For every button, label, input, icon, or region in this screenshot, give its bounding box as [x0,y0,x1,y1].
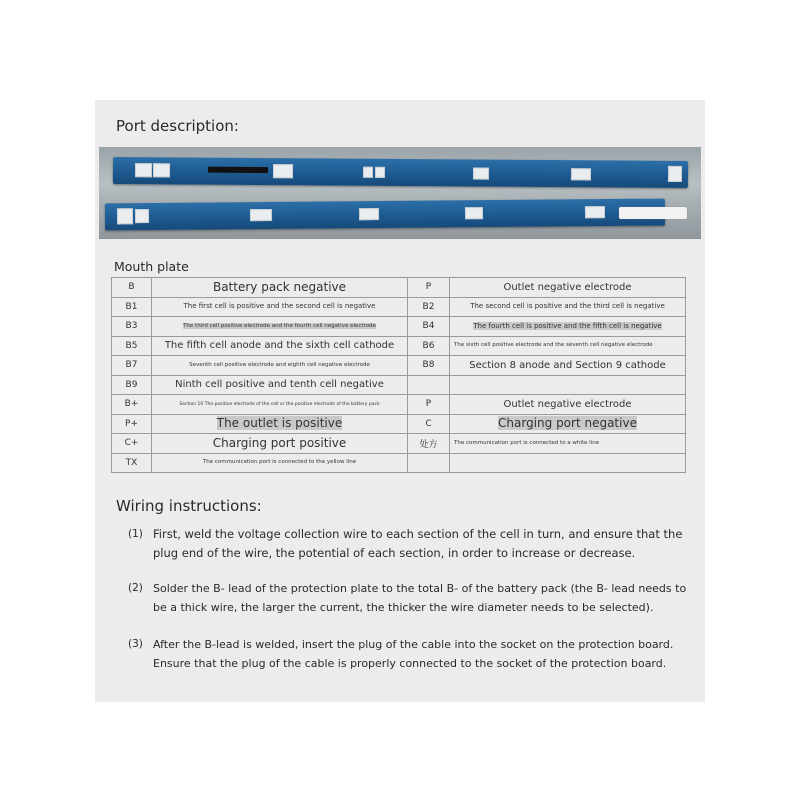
port-description [450,453,686,473]
port-code: B6 [408,336,450,356]
pcb-board-bottom [105,199,665,231]
port-description: Section 8 anode and Section 9 cathode [450,356,686,376]
product-info-card [95,100,705,702]
port-code: B1 [112,297,152,317]
port-code: P [408,278,450,298]
port-description: The communication port is connected to the yellow line [152,453,408,473]
port-description [450,375,686,395]
port-code [408,453,450,473]
port-code: 处方 [408,434,450,454]
port-description: The second cell is positive and the third cell is negative [450,297,686,317]
port-code: B3 [112,317,152,337]
port-description: The fourth cell is positive and the fifth cell is negative [450,317,686,337]
port-code: TX [112,453,152,473]
port-description: Outlet negative electrode [450,278,686,298]
table-row [112,317,686,337]
port-code: B+ [112,395,152,415]
wiring-step [128,635,708,675]
port-description: Charging port negative [450,414,686,434]
port-description: The first cell is positive and the second cell is negative [152,297,408,317]
pcb-board-top [113,157,688,188]
table-row [112,356,686,376]
step-text: After the B-lead is welded, insert the plug of the cable into the socket on the protection board. Ensure that the plug of the cable is properly connected to the socket of the protection board. [153,638,674,670]
port-code: B7 [112,356,152,376]
port-code: B5 [112,336,152,356]
mouth-plate-heading: Mouth plate [114,259,189,274]
port-description: The outlet is positive [152,414,408,434]
port-description: The third cell positive electrode and the fourth cell negative electrode [152,317,408,337]
port-description: Charging port positive [152,434,408,454]
pcb-board-photo [99,147,701,239]
port-description-heading: Port description: [116,117,239,135]
port-code: B2 [408,297,450,317]
table-row [112,297,686,317]
table-row [112,434,686,454]
table-row [112,453,686,473]
wiring-step [128,579,708,619]
wiring-instructions-heading: Wiring instructions: [116,497,262,515]
table-row [112,336,686,356]
port-description: Ninth cell positive and tenth cell negative [152,375,408,395]
port-code: P [408,395,450,415]
port-code: B8 [408,356,450,376]
port-table [111,277,686,473]
port-code: C+ [112,434,152,454]
wiring-step [128,525,708,565]
table-row [112,278,686,298]
table-row [112,395,686,415]
port-code: B [112,278,152,298]
port-code: B9 [112,375,152,395]
port-description: Outlet negative electrode [450,395,686,415]
port-description: The sixth cell positive electrode and the seventh cell negative electrode [450,336,686,356]
port-description: Seventh cell positive electrode and eighth cell negative electrode [152,356,408,376]
port-description: The communication port is connected to a white line [450,434,686,454]
step-text: Solder the B- lead of the protection plate to the total B- of the battery pack (the B- lead needs to be a thick wire, the larger the current, the thicker the wire diameter needs to be selected). [153,582,687,614]
port-code: C [408,414,450,434]
step-text: First, weld the voltage collection wire to each section of the cell in turn, and ensure that the plug end of the wire, the potential of each section, in order to increase or decrease. [153,527,683,560]
port-code: B4 [408,317,450,337]
step-number: (3) [128,638,143,650]
lead-wire [619,207,687,219]
port-code: P+ [112,414,152,434]
port-code [408,375,450,395]
port-description: The fifth cell anode and the sixth cell cathode [152,336,408,356]
port-description: Battery pack negative [152,278,408,298]
step-number: (1) [128,528,143,540]
port-description: Section 10 The positive electrode of the cell or the positive electrode of the battery pack [152,395,408,415]
table-row [112,414,686,434]
table-row [112,375,686,395]
step-number: (2) [128,582,143,594]
